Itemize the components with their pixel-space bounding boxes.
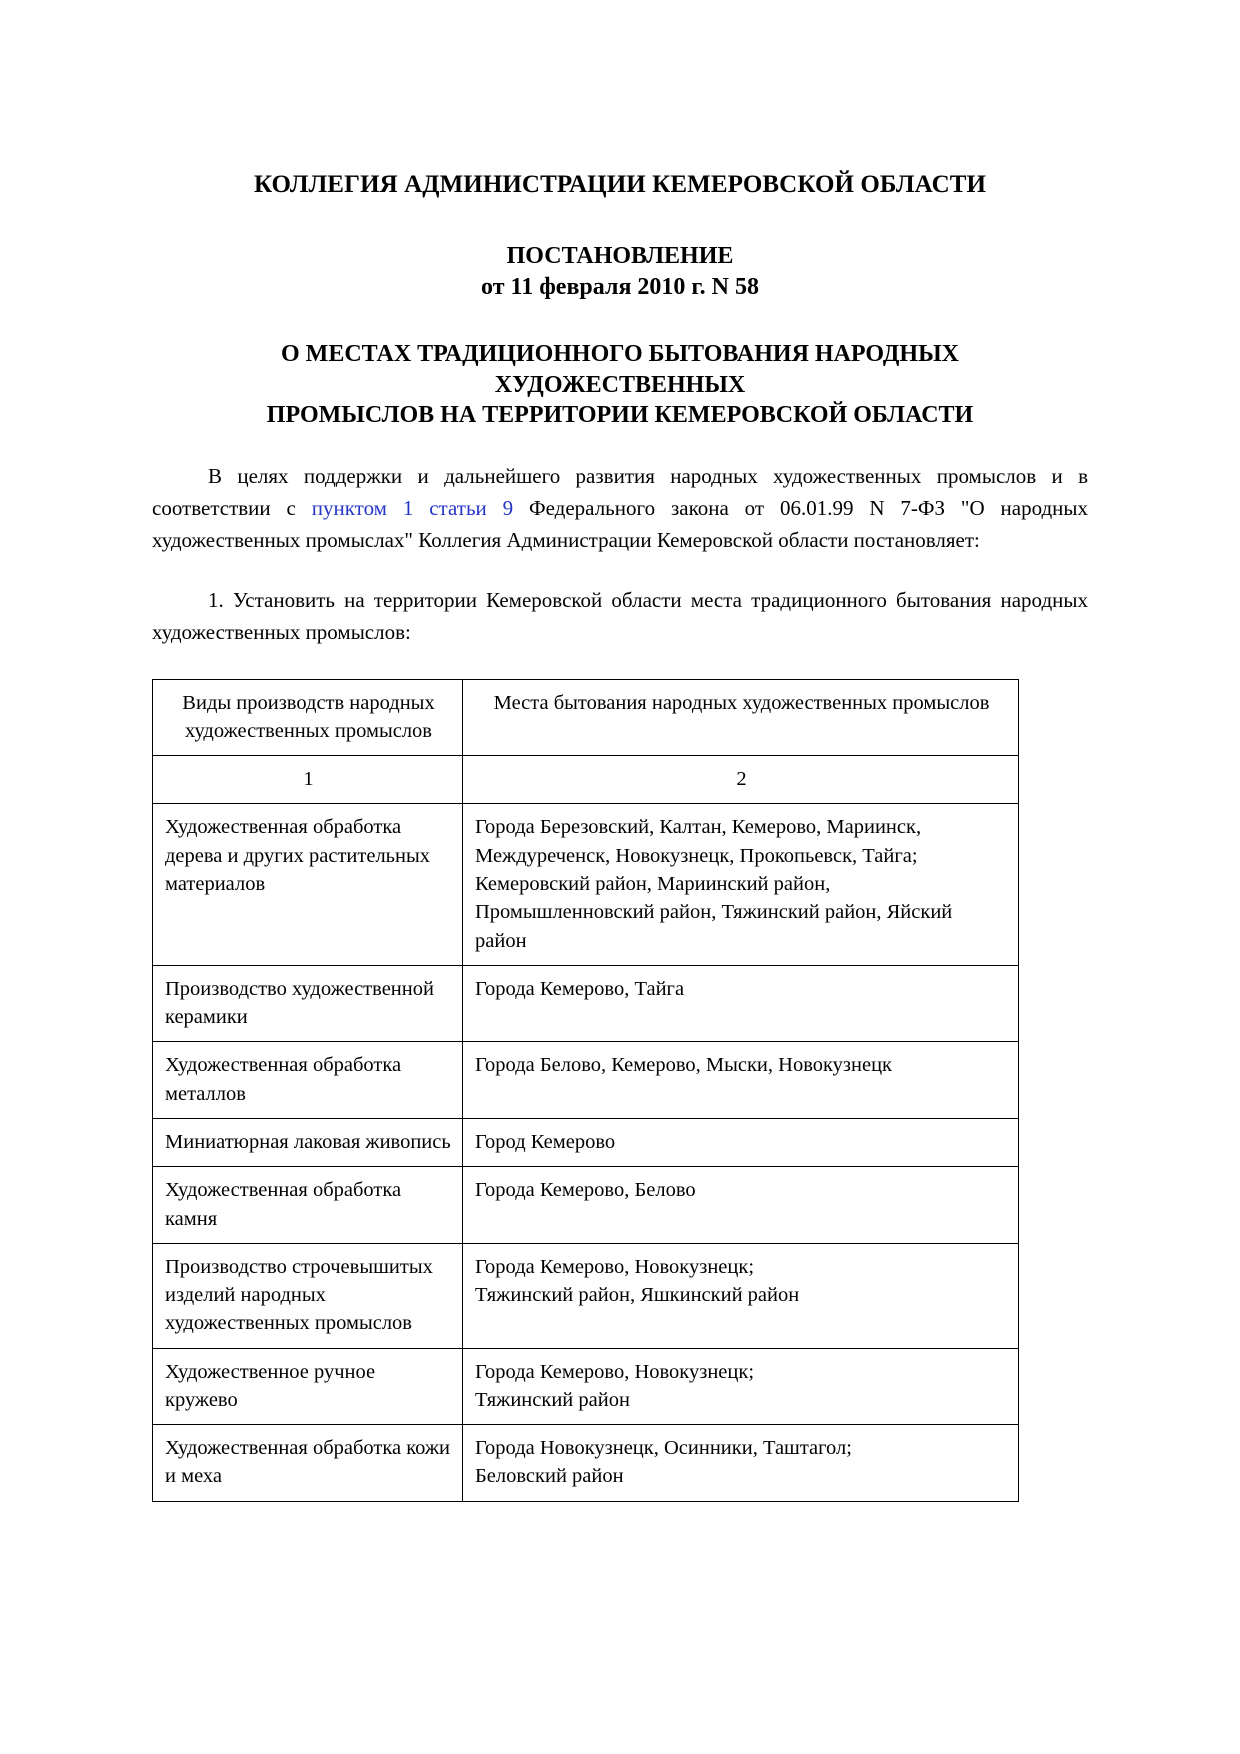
table-column-number-row — [153, 756, 1019, 804]
law-reference-link[interactable]: пунктом 1 статьи 9 — [311, 495, 514, 520]
place-line: Города Белово, Кемерово, Мыски, Новокузнецк — [475, 1054, 892, 1077]
table-row — [153, 965, 1019, 1042]
table-row — [153, 1167, 1019, 1244]
place-line: район — [475, 929, 527, 952]
column-header-types: Виды производств народных художественных промыслов — [153, 679, 463, 756]
place-line: Города Кемерово, Новокузнецк; — [475, 1255, 755, 1278]
clause-1-paragraph: 1. Установить на территории Кемеровской области места традиционного бытования народных художественных промыслов: — [152, 587, 1088, 644]
document-date-number: от 11 февраля 2010 г. N 58 — [481, 273, 759, 300]
table-row — [153, 1042, 1019, 1119]
spacer — [152, 431, 1088, 461]
cell-places — [463, 1167, 1019, 1244]
spacer — [152, 557, 1088, 585]
preamble-paragraph — [152, 461, 1088, 557]
column-number-1: 1 — [153, 756, 463, 804]
cell-craft-type: Художественная обработка дерева и других растительных материалов — [153, 804, 463, 965]
place-line: Города Кемерово, Тайга — [475, 977, 685, 1000]
table-row — [153, 804, 1019, 965]
places-table — [152, 679, 1019, 1502]
place-line: Город Кемерово — [475, 1130, 616, 1153]
preamble-text-part-2: Федерального закона от 06.01.99 N 7-ФЗ "О народных художественных промыслах" Коллегия Администрации Кемеровской области постановляет: — [152, 495, 1088, 552]
place-line: Беловский район — [475, 1465, 624, 1488]
cell-craft-type: Производство строчевышитых изделий народных художественных промыслов — [153, 1243, 463, 1348]
document-subject — [152, 339, 1088, 431]
cell-places — [463, 804, 1019, 965]
cell-places — [463, 1243, 1019, 1348]
spacer — [152, 303, 1088, 339]
place-line: Тяжинский район — [475, 1388, 630, 1411]
cell-craft-type: Миниатюрная лаковая живопись — [153, 1118, 463, 1166]
cell-craft-type: Художественная обработка кожи и меха — [153, 1425, 463, 1502]
place-line: Города Новокузнецк, Осинники, Таштагол; — [475, 1437, 852, 1460]
place-line: Города Кемерово, Новокузнецк; — [475, 1360, 755, 1383]
cell-places — [463, 1425, 1019, 1502]
table-body — [153, 804, 1019, 1501]
place-line: Кемеровский район, Мариинский район, — [475, 872, 831, 895]
place-line: Промышленновский район, Тяжинский район, Яйский — [475, 901, 953, 924]
table-row — [153, 1243, 1019, 1348]
place-line: Города Кемерово, Белово — [475, 1179, 696, 1202]
spacer — [152, 201, 1088, 241]
cell-places — [463, 1042, 1019, 1119]
column-number-2: 2 — [463, 756, 1019, 804]
subject-line-3: ПРОМЫСЛОВ НА ТЕРРИТОРИИ КЕМЕРОВСКОЙ ОБЛАСТИ — [266, 402, 974, 429]
place-line: Междуреченск, Новокузнецк, Прокопьевск, Тайга; — [475, 844, 918, 867]
column-header-places: Места бытования народных художественных промыслов — [463, 679, 1019, 756]
document-kind-heading: ПОСТАНОВЛЕНИЕ — [506, 242, 734, 269]
place-line: Города Березовский, Калтан, Кемерово, Мариинск, — [475, 816, 922, 839]
cell-craft-type: Производство художественной керамики — [153, 965, 463, 1042]
table-header — [153, 679, 1019, 804]
preamble-text-part-1: В целях поддержки и дальнейшего развития народных художественных промыслов и в соответствии с — [152, 464, 1088, 520]
cell-places — [463, 965, 1019, 1042]
table-row — [153, 1425, 1019, 1502]
cell-craft-type: Художественная обработка металлов — [153, 1042, 463, 1119]
subject-line-2: ХУДОЖЕСТВЕННЫХ — [494, 371, 746, 398]
cell-craft-type: Художественная обработка камня — [153, 1167, 463, 1244]
cell-places — [463, 1118, 1019, 1166]
place-line: Тяжинский район, Яшкинский район — [475, 1284, 800, 1307]
table-row — [153, 1118, 1019, 1166]
table-header-row — [153, 679, 1019, 756]
issuing-authority-title: КОЛЛЕГИЯ АДМИНИСТРАЦИИ КЕМЕРОВСКОЙ ОБЛАСТИ — [253, 171, 987, 198]
cell-places — [463, 1348, 1019, 1425]
table-row — [153, 1348, 1019, 1425]
subject-line-1: О МЕСТАХ ТРАДИЦИОННОГО БЫТОВАНИЯ НАРОДНЫХ — [281, 340, 959, 367]
cell-craft-type: Художественное ручное кружево — [153, 1348, 463, 1425]
